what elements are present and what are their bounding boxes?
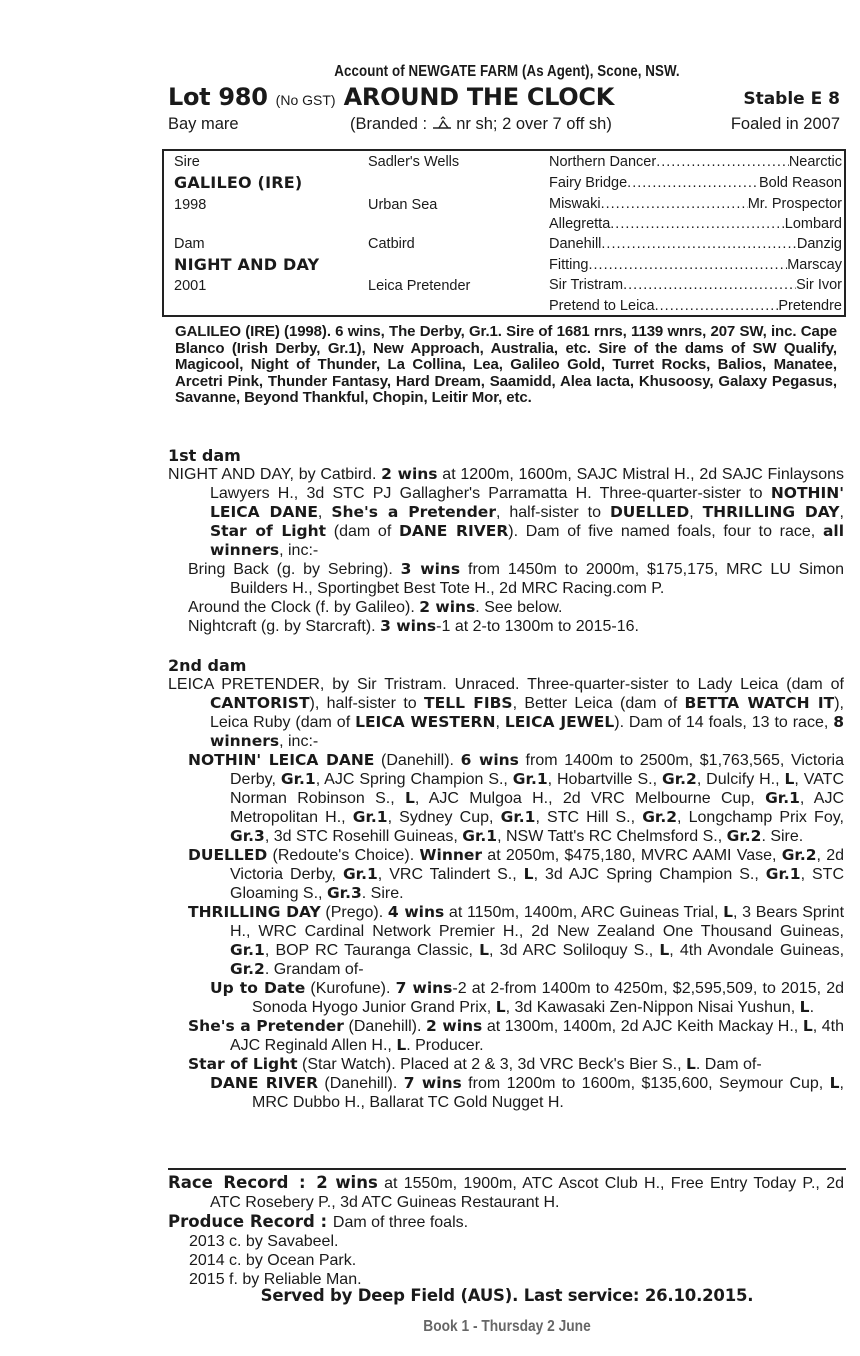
- text: , Hobartville S.,: [547, 771, 662, 788]
- gst-note: (No GST): [275, 92, 336, 108]
- bold-text: L: [784, 770, 795, 788]
- race-record-text: at 1550m, 1900m, ATC Ascot Club H., Free Entry Today P., 2d ATC Rosebery P., 3d ATC Guineas Restaurant H.: [210, 1175, 844, 1211]
- bold-text: CANTORIST: [210, 694, 310, 712]
- bold-text: 8 winners: [210, 713, 845, 750]
- bold-text: Star of Light: [188, 1055, 298, 1073]
- bold-text: L: [829, 1074, 840, 1092]
- bold-text: L: [479, 941, 489, 959]
- bold-text: 2 wins: [426, 1017, 483, 1035]
- text: , 4th AJC Reginald Allen H.,: [230, 1018, 844, 1054]
- text: , inc:-: [279, 542, 319, 559]
- sire-label: Sire: [174, 154, 200, 170]
- bold-text: DUELLED: [609, 503, 690, 521]
- bold-text: TELL FIBS: [424, 694, 513, 712]
- text: (Danehill).: [343, 1018, 427, 1035]
- first-dam-intro: [168, 465, 844, 560]
- first-dam-progeny-1: [168, 560, 844, 598]
- text: . Grandam of-: [264, 961, 364, 978]
- text: Around the Clock (f. by Galileo).: [188, 599, 420, 616]
- text: , 2d Victoria Derby,: [230, 847, 845, 883]
- text: , STC Gloaming S.,: [230, 866, 845, 902]
- bold-text: L: [685, 1055, 696, 1073]
- bold-text: Gr.1: [765, 865, 801, 883]
- gg-sire: Northern Dancer: [549, 154, 657, 170]
- bold-text: L: [396, 1036, 407, 1054]
- text: , 4th Avondale Guineas,: [669, 942, 845, 959]
- text: ). Dam of 14 foals, 13 to race,: [614, 714, 834, 731]
- grandsire-paternal: Sadler's Wells: [368, 154, 460, 170]
- catalogue-page-header: [168, 62, 846, 136]
- progeny-entry: [168, 979, 844, 1017]
- bold-text: DANE RIVER: [398, 522, 509, 540]
- great-grandparent-row: [549, 152, 842, 172]
- gg-dam: Allegretta: [549, 216, 611, 232]
- text: , AJC Mulgoa H., 2d VRC Melbourne Cup,: [414, 790, 766, 807]
- bold-text: 7 wins: [395, 979, 453, 997]
- second-dam-heading: 2nd dam: [168, 656, 247, 675]
- bold-text: Gr.1: [230, 941, 265, 959]
- bold-text: L: [659, 941, 670, 959]
- text: -2 at 2-from 1400m to 4250m, $2,595,509, to 2015, 2d Sonoda Hyogo Junior Grand Prix,: [252, 980, 844, 1016]
- text: , NSW Tatt's RC Chelmsford S.,: [497, 828, 727, 845]
- granddam-maternal: Leica Pretender: [368, 278, 471, 294]
- dam-label: Dam: [174, 236, 205, 252]
- progeny-entry: [168, 903, 844, 979]
- sex-colour: Bay mare: [168, 115, 239, 133]
- bold-text: Gr.1: [342, 865, 378, 883]
- first-dam-progeny-2: [168, 598, 844, 617]
- race-record-wins: 2 wins: [316, 1173, 378, 1192]
- leader-dots: [589, 255, 788, 275]
- bold-text: NOTHIN' LEICA DANE: [210, 484, 844, 521]
- bold-text: L: [523, 865, 534, 883]
- text: , inc:-: [279, 733, 319, 750]
- text: LEICA PRETENDER, by Sir Tristram. Unraced. Three-quarter-sister to Lady Leica (dam of: [168, 676, 844, 693]
- bold-text: Gr.1: [352, 808, 388, 826]
- second-dam-progeny-list: [168, 751, 844, 1112]
- text: . Sire.: [361, 885, 404, 902]
- leader-dots: [627, 173, 759, 193]
- text: (Redoute's Choice).: [267, 847, 420, 864]
- gg-dam-sire: Marscay: [787, 257, 842, 273]
- brand-description: [350, 112, 612, 136]
- text: , AJC Metropolitan H.,: [230, 790, 845, 826]
- gg-sire-of: Danzig: [796, 236, 842, 252]
- text: , 3d STC Rosehill Guineas,: [264, 828, 463, 845]
- granddam-paternal: Urban Sea: [368, 197, 438, 213]
- lot-line: [168, 82, 846, 112]
- text: from 1200m to 1600m, $135,600, Seymour Cup,: [461, 1075, 830, 1092]
- text: ,: [689, 504, 703, 521]
- bold-text: Gr.2: [661, 770, 697, 788]
- text: , AJC Spring Champion S.,: [315, 771, 513, 788]
- horse-details-line: [168, 112, 846, 136]
- leader-dots: [656, 152, 789, 172]
- gg-sire: Danehill: [549, 236, 602, 252]
- bold-text: 6 wins: [460, 751, 519, 769]
- text: , Longchamp Prix Foy,: [677, 809, 844, 826]
- bold-text: She's a Pretender: [188, 1017, 344, 1035]
- text: . Producer.: [406, 1037, 484, 1054]
- text: ), Leica Ruby (dam of: [210, 695, 844, 731]
- gg-dam: Fitting: [549, 257, 589, 273]
- text: .: [809, 999, 815, 1016]
- race-record-label: Race Record :: [168, 1173, 317, 1192]
- great-grandparent-row: [549, 296, 842, 316]
- produce-foal: 2013 c. by Savabeel.: [189, 1233, 339, 1250]
- bold-text: 4 wins: [387, 903, 445, 921]
- text: , VRC Talindert S.,: [377, 866, 524, 883]
- bold-text: Gr.1: [500, 808, 536, 826]
- text: Nightcraft (g. by Starcraft).: [188, 618, 381, 635]
- pedigree-table: [162, 149, 846, 317]
- sire-name: GALILEO (IRE): [174, 173, 303, 192]
- bold-text: Up to Date: [210, 979, 306, 997]
- great-grandparent-row: [549, 275, 842, 295]
- produce-foal: 2014 c. by Ocean Park.: [189, 1252, 357, 1269]
- text: , STC Hill S.,: [535, 809, 643, 826]
- bold-text: LEICA WESTERN: [355, 713, 496, 731]
- great-grandparent-row: [549, 214, 842, 234]
- produce-record-label: Produce Record :: [168, 1212, 333, 1231]
- stable-location: Stable E 8: [743, 89, 840, 109]
- gg-sire: Sir Tristram: [549, 277, 624, 293]
- text: ). Dam of five named foals, four to race,: [508, 523, 823, 540]
- text: ,: [317, 504, 332, 521]
- race-record: [168, 1173, 844, 1212]
- vendor-account: Account of NEWGATE FARM (As Agent), Scone, NSW.: [334, 63, 680, 80]
- bold-text: 2 wins: [419, 598, 476, 616]
- leader-dots: [623, 275, 796, 295]
- lot-title: [168, 82, 614, 115]
- bold-text: THRILLING DAY: [702, 503, 840, 521]
- foaled-year: Foaled in 2007: [730, 115, 840, 133]
- text: , Sydney Cup,: [387, 809, 501, 826]
- bold-text: Gr.3: [326, 884, 362, 902]
- text: from 1450m to 2000m, $175,175, MRC LU Simon Builders H., Sportingbet Best Tote H., 2d MRC Racing.com P.: [230, 561, 845, 597]
- text: ,: [495, 714, 505, 731]
- grandsire-maternal: Catbird: [368, 236, 415, 252]
- text: at 1150m, 1400m, ARC Guineas Trial,: [444, 904, 724, 921]
- leader-dots: [601, 234, 796, 254]
- bold-text: THRILLING DAY: [188, 903, 321, 921]
- text: Bring Back (g. by Sebring).: [188, 561, 401, 578]
- dam-year: 2001: [174, 278, 207, 294]
- bold-text: 3 wins: [380, 617, 437, 635]
- progeny-entry: [168, 751, 844, 846]
- great-grandparent-row: [549, 255, 842, 275]
- text: at 1300m, 1400m, 2d AJC Keith Mackay H.,: [482, 1018, 803, 1035]
- great-grandparent-row: [549, 173, 842, 193]
- bold-text: L: [405, 789, 415, 807]
- text: , Better Leica (dam of: [512, 695, 685, 712]
- text: . See below.: [475, 599, 563, 616]
- gg-sire-of: Mr. Prospector: [747, 196, 842, 212]
- text: . Sire.: [761, 828, 804, 845]
- bold-text: Gr.2: [726, 827, 762, 845]
- text: , 3d ARC Soliloquy S.,: [489, 942, 660, 959]
- gg-dam: Pretend to Leica: [549, 298, 655, 314]
- dam-name: NIGHT AND DAY: [174, 255, 320, 274]
- bold-text: Winner: [419, 846, 483, 864]
- bold-text: Gr.1: [765, 789, 800, 807]
- gg-dam-sire: Bold Reason: [758, 175, 842, 191]
- section-divider: [168, 1168, 846, 1170]
- text: , 3d AJC Spring Champion S.,: [533, 866, 766, 883]
- bold-text: L: [802, 1017, 813, 1035]
- bold-text: DUELLED: [188, 846, 268, 864]
- produce-record: [168, 1212, 844, 1232]
- text: . Dam of-: [695, 1056, 762, 1073]
- text: NIGHT AND DAY, by Catbird.: [168, 466, 382, 483]
- leader-dots: [601, 194, 748, 214]
- progeny-entry: [168, 1017, 844, 1055]
- progeny-entry: [168, 1055, 844, 1074]
- bold-text: L: [723, 903, 734, 921]
- text: , 3d Kawasaki Zen-Nippon Nisai Yushun,: [505, 999, 800, 1016]
- bold-text: BETTA WATCH IT: [684, 694, 835, 712]
- bold-text: Gr.2: [781, 846, 817, 864]
- produce-foal: 2015 f. by Reliable Man.: [189, 1271, 362, 1288]
- progeny-entry: [168, 1074, 844, 1112]
- second-dam-section: [168, 656, 844, 1112]
- text: (Kurofune).: [305, 980, 396, 997]
- great-grandparent-row: [549, 194, 842, 214]
- first-dam-section: [168, 446, 844, 636]
- text: -1 at 2-to 1300m to 2015-16.: [436, 618, 639, 635]
- bold-text: LEICA JEWEL: [504, 713, 615, 731]
- records-section: [168, 1173, 844, 1289]
- bold-text: Gr.3: [230, 827, 265, 845]
- page-footer: Book 1 - Thursday 2 June: [423, 1318, 591, 1335]
- second-dam-intro: [168, 675, 844, 751]
- bold-text: She's a Pretender: [331, 503, 496, 521]
- text: ,: [839, 504, 844, 521]
- gg-dam-sire: Pretendre: [778, 298, 842, 314]
- lot-number: Lot 980: [168, 83, 268, 111]
- first-dam-heading: 1st dam: [168, 446, 241, 465]
- gg-dam: Fairy Bridge: [549, 175, 628, 191]
- gg-sire-of: Nearctic: [788, 154, 842, 170]
- brand-suffix: nr sh; 2 over 7 off sh): [451, 115, 612, 133]
- bold-text: 2 wins: [381, 465, 438, 483]
- great-grandparent-row: [549, 234, 842, 254]
- bold-text: all winners: [210, 522, 845, 559]
- bold-text: 3 wins: [400, 560, 461, 578]
- text: , half-sister to: [495, 504, 610, 521]
- bold-text: Gr.1: [512, 770, 548, 788]
- horse-name: AROUND THE CLOCK: [343, 83, 615, 111]
- brand-symbol-icon: [432, 116, 452, 130]
- leader-dots: [655, 296, 779, 316]
- bold-text: Gr.1: [462, 827, 498, 845]
- text: (Danehill).: [374, 752, 461, 769]
- gg-sire-of: Sir Ivor: [796, 277, 842, 293]
- text: , Dulcify H.,: [696, 771, 785, 788]
- text: at 1200m, 1600m, SAJC Mistral H., 2d SAJC Finlaysons Lawyers H., 3d STC PJ Gallagher's Parramatta H. Three-quarter-sister to: [210, 466, 845, 502]
- text: ), half-sister to: [309, 695, 425, 712]
- text: (Star Watch). Placed at 2 & 3, 3d VRC Beck's Bier S.,: [297, 1056, 686, 1073]
- bold-text: Gr.1: [280, 770, 316, 788]
- sire-summary: GALILEO (IRE) (1998). 6 wins, The Derby, Gr.1. Sire of 1681 rnrs, 1139 wnrs, 207 SW, inc. Cape Blanco (Irish Derby, Gr.1), New Approach, Australia, etc. Sire of the dams of SW Qualify, Magicool, Night of Thunder, La Collina, Lea, Galileo Gold, Turret Rocks, Balios, Manatee, Arcetri Pink, Thunder Fantasy, Hard Dream, Saamidd, Alea Iacta, Khusoosy, Galaxy Pegasus, Savanne, Beyond Thankful, Chopin, Leitir Mor, etc.: [175, 323, 837, 407]
- progeny-entry: [168, 846, 844, 903]
- text: (dam of: [326, 523, 399, 540]
- text: , MRC Dubbo H., Ballarat TC Gold Nugget H.: [252, 1075, 844, 1111]
- brand-prefix: (Branded :: [350, 115, 432, 133]
- bold-text: 7 wins: [403, 1074, 462, 1092]
- text: from 1400m to 2500m, $1,763,565, Victoria Derby,: [230, 752, 845, 788]
- bold-text: L: [799, 998, 810, 1016]
- text: (Prego).: [320, 904, 388, 921]
- bold-text: Star of Light: [210, 522, 327, 540]
- bold-text: Gr.2: [230, 960, 265, 978]
- bold-text: Gr.2: [642, 808, 678, 826]
- text: (Danehill).: [318, 1075, 404, 1092]
- text: , VATC Norman Robinson S.,: [230, 771, 845, 807]
- produce-record-text: Dam of three foals.: [332, 1214, 469, 1231]
- bold-text: L: [495, 998, 506, 1016]
- first-dam-progeny-3: [168, 617, 844, 636]
- bold-text: DANE RIVER: [210, 1074, 318, 1092]
- served-by-note: Served by Deep Field (AUS). Last service: 26.10.2015.: [260, 1286, 754, 1305]
- leader-dots: [610, 214, 785, 234]
- gg-dam-sire: Lombard: [784, 216, 842, 232]
- text: , BOP RC Tauranga Classic,: [264, 942, 480, 959]
- sire-year: 1998: [174, 197, 207, 213]
- text: , 3 Bears Sprint H., WRC Cardinal Network Premier H., 2d New Zealand One Thousand Guineas,: [230, 904, 845, 940]
- bold-text: NOTHIN' LEICA DANE: [188, 751, 375, 769]
- gg-sire: Miswaki: [549, 196, 601, 212]
- text: at 2050m, $475,180, MVRC AAMI Vase,: [482, 847, 782, 864]
